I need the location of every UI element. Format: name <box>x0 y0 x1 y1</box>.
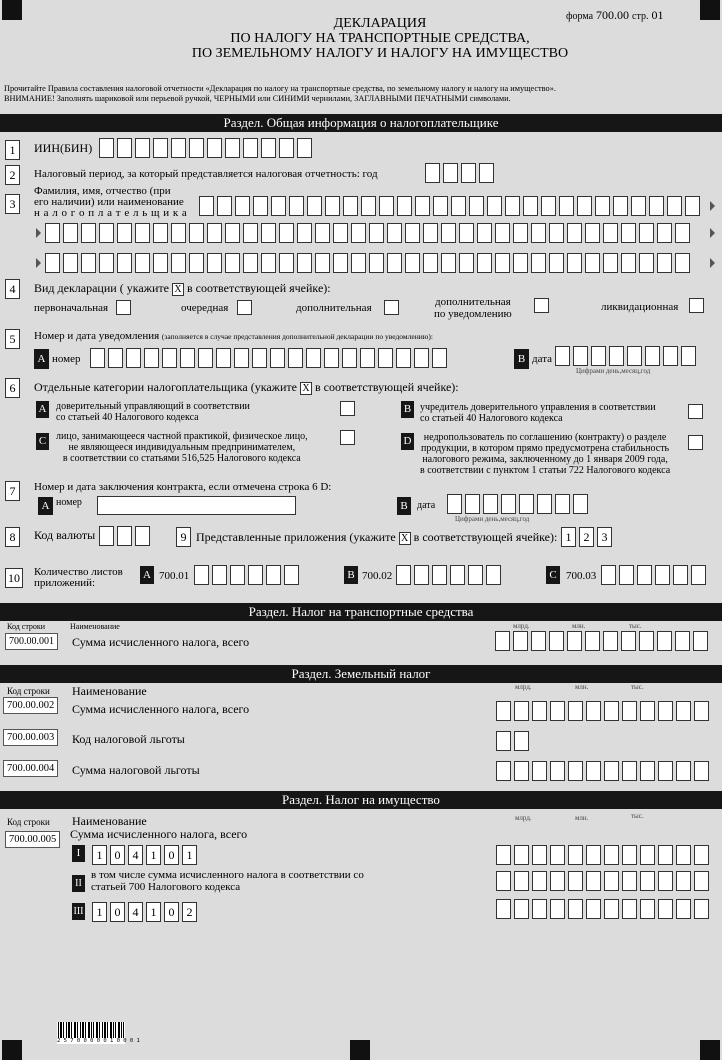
row-ii-amount-field[interactable] <box>496 871 712 891</box>
col-ths-header: тыс. <box>631 683 644 691</box>
sheets-b-field[interactable] <box>396 565 504 585</box>
category-b-marker: B <box>401 401 414 418</box>
decl-additional-notice-label: дополнительная по уведомлению <box>434 296 512 320</box>
col-bln-header: млрд. <box>515 683 532 691</box>
contract-a-marker: A <box>38 497 53 515</box>
decl-regular-checkbox[interactable] <box>237 300 252 315</box>
col-code-header: Код строки <box>7 622 46 631</box>
name-field-row-1[interactable] <box>199 196 703 216</box>
attachment-3-checkbox[interactable]: 3 <box>597 527 612 547</box>
contract-date-field[interactable] <box>447 494 591 514</box>
line-number: 10 <box>5 568 23 588</box>
category-a-checkbox[interactable] <box>340 401 355 416</box>
sheets-b-marker: B <box>344 566 358 584</box>
category-a-text: доверительный управляющий в соответствии со статьей 40 Налогового кодекса <box>56 401 250 423</box>
col-code-header: Код строки <box>7 686 50 696</box>
row-name: Сумма налоговой льготы <box>72 763 200 777</box>
contract-label: Номер и дата заключения контракта, если отмечена строка 6 D: <box>34 481 332 493</box>
contract-b-marker: B <box>397 497 411 515</box>
section-header-general: Раздел. Общая информация о налогоплательщике <box>0 114 722 132</box>
instructions: Прочитайте Правила составления налоговой отчетности «Декларация по налогу на транспортные средства, по земельному налогу и налогу на имущество». ВНИМАНИЕ! Заполнять шариковой или перьевой ручкой, ЧЕРНЫМИ или СИНИМИ чернилами, ЗАГЛАВНЫМИ ПЕЧАТНЫМИ символами. <box>4 84 556 103</box>
registration-mark <box>700 1040 720 1060</box>
attachments-field[interactable] <box>561 527 615 547</box>
sheets-c-code: 700.03 <box>566 570 597 582</box>
row-iii-marker: III <box>72 903 85 920</box>
category-a-marker: A <box>36 401 49 418</box>
row-code: 700.00.003 <box>3 729 58 746</box>
row-code: 700.00.004 <box>3 760 58 777</box>
category-b-checkbox[interactable] <box>688 404 703 419</box>
registration-mark <box>2 1040 22 1060</box>
page-title: ДЕКЛАРАЦИЯ ПО НАЛОГУ НА ТРАНСПОРТНЫЕ СРЕДСТВА, ПО ЗЕМЕЛЬНОМУ НАЛОГУ И НАЛОГУ НА ИМУЩЕСТВО <box>191 16 569 61</box>
notice-a-marker: A <box>34 349 49 369</box>
arrow-right-icon <box>710 258 715 268</box>
iin-field[interactable] <box>99 138 315 158</box>
sheets-a-field[interactable] <box>194 565 302 585</box>
row-i-marker: I <box>72 845 85 862</box>
notice-number-field[interactable] <box>90 348 450 368</box>
category-d-marker: D <box>401 433 414 450</box>
line-number: 1 <box>5 140 20 160</box>
period-year-field[interactable] <box>425 163 497 183</box>
col-name-header: Наименование <box>72 814 147 828</box>
contract-number-field[interactable] <box>97 496 296 515</box>
sheets-a-marker: A <box>140 566 154 584</box>
decl-additional-checkbox[interactable] <box>384 300 399 315</box>
arrow-right-icon <box>710 201 715 211</box>
col-ths-header: тыс. <box>629 622 642 630</box>
attachment-1-checkbox[interactable]: 1 <box>561 527 576 547</box>
row-iii-kbk: 1 0 4 1 0 2 <box>92 902 200 922</box>
contract-date-label: дата <box>417 500 436 511</box>
row-002-amount-field[interactable] <box>496 701 712 721</box>
line-number: 4 <box>5 279 20 299</box>
sheets-a-code: 700.01 <box>159 570 190 582</box>
decl-initial-checkbox[interactable] <box>116 300 131 315</box>
registration-mark <box>700 0 720 20</box>
row-003-code-field[interactable] <box>496 731 532 751</box>
currency-field[interactable] <box>99 526 153 546</box>
sheets-c-field[interactable] <box>601 565 709 585</box>
row-ii-marker: II <box>72 875 85 892</box>
category-b-text: учредитель доверительного управления в соответствии со статьей 40 Налогового кодекса <box>420 402 656 424</box>
col-code-header: Код строки <box>7 817 50 827</box>
section-header-transport: Раздел. Налог на транспортные средства <box>0 603 722 621</box>
col-bln-header: млрд. <box>515 814 532 822</box>
contract-date-hint: Цифрами день,месяц,год <box>455 515 530 523</box>
decl-liquidation-checkbox[interactable] <box>689 298 704 313</box>
row-code: 700.00.001 <box>5 633 58 650</box>
col-ths-header: тыс. <box>631 812 644 820</box>
sheets-c-marker: C <box>546 566 560 584</box>
row-code: 700.00.005 <box>5 831 60 848</box>
notice-label: Номер и дата уведомления (заполняется в случае представления дополнительной декларации по уведомлению): <box>34 330 433 342</box>
section-header-property: Раздел. Налог на имущество <box>0 791 722 809</box>
row-name: Сумма исчисленного налога, всего <box>72 702 250 716</box>
name-label: Фамилия, имя, отчество (при его наличии) или наименование н а л о г о п л а т е л ь щ и к а <box>34 185 188 219</box>
decl-initial-label: первоначальная <box>34 302 109 314</box>
line-number: 5 <box>5 329 20 349</box>
category-c-text: лицо, занимающееся частной практикой, физическое лицо, не являющееся индивидуальным предпринимателем, в соответствии со статьями 516,525 Налогового кодекса <box>56 431 308 464</box>
col-bln-header: млрд. <box>513 622 530 630</box>
attachment-2-checkbox[interactable]: 2 <box>579 527 594 547</box>
line-number: 3 <box>5 194 20 214</box>
section-header-land: Раздел. Земельный налог <box>0 665 722 683</box>
sheets-b-code: 700.02 <box>362 570 393 582</box>
row-iii-amount-field[interactable] <box>496 899 712 919</box>
row-001-amount-field[interactable] <box>495 631 711 651</box>
decl-type-label: Вид декларации ( укажите X в соответствующей ячейке): <box>34 281 331 295</box>
line-number: 6 <box>5 378 20 398</box>
categories-label: Отдельные категории налогоплательщика (укажите X в соответствующей ячейке): <box>34 380 459 394</box>
category-c-checkbox[interactable] <box>340 430 355 445</box>
row-name: Сумма исчисленного налога, всего <box>70 827 248 841</box>
col-mln-header: млн. <box>575 814 589 822</box>
sheets-label: Количество листов приложений: <box>34 566 123 589</box>
notice-date-field[interactable] <box>555 346 699 366</box>
arrow-right-icon <box>710 228 715 238</box>
row-i-kbk: 1 0 4 1 0 1 <box>92 845 200 865</box>
currency-label: Код валюты <box>34 528 96 542</box>
category-d-text: недропользователь по соглашению (контракту) о разделе продукции, в котором прямо предусмотрена стабильность налогового режима, заключенному до 1 января 2009 года, в соответствии с пунктом 1 статьи 722 Налогового кодекса <box>420 432 671 476</box>
notice-b-marker: B <box>514 349 529 369</box>
row-i-amount-field[interactable] <box>496 845 712 865</box>
col-name-header: Наименование <box>72 684 147 698</box>
category-d-checkbox[interactable] <box>688 435 703 450</box>
category-c-marker: C <box>36 433 49 450</box>
registration-mark <box>350 1040 370 1060</box>
decl-additional-notice-checkbox[interactable] <box>534 298 549 313</box>
line-number: 8 <box>5 527 20 547</box>
decl-regular-label: очередная <box>181 302 229 314</box>
decl-liquidation-label: ликвидационная <box>601 301 679 313</box>
col-mln-header: млн. <box>572 622 586 630</box>
attachments-label: Представленные приложения (укажите X в соответствующей ячейке): <box>196 530 558 544</box>
contract-number-label: номер <box>56 497 82 508</box>
decl-additional-label: дополнительная <box>296 302 372 314</box>
arrow-right-icon <box>36 228 41 238</box>
arrow-right-icon <box>36 258 41 268</box>
row-name: Сумма исчисленного налога, всего <box>72 635 250 649</box>
notice-date-hint: Цифрами день,месяц,год <box>576 367 651 375</box>
row-name: Код налоговой льготы <box>72 732 185 746</box>
col-mln-header: млн. <box>575 683 589 691</box>
name-field-row-2[interactable] <box>45 223 693 243</box>
iin-label: ИИН(БИН) <box>34 141 93 155</box>
row-ii-text: в том числе сумма исчисленного налога в соответствии со статьей 700 Налогового кодекса <box>91 869 364 893</box>
line-number: 7 <box>5 481 20 501</box>
form-code: форма 700.00 стр. 01 <box>566 8 664 22</box>
notice-date-label: дата <box>532 353 553 365</box>
registration-mark <box>2 0 22 20</box>
period-label: Налоговый период, за который представляется налоговая отчетность: год <box>34 168 378 180</box>
row-004-amount-field[interactable] <box>496 761 712 781</box>
barcode: 2 5 7 0 0 0 0 0 1 0 0 0 1 <box>57 1022 125 1046</box>
row-code: 700.00.002 <box>3 697 58 714</box>
col-name-header: Наименование <box>70 622 120 631</box>
line-number: 9 <box>176 527 191 547</box>
notice-number-label: номер <box>52 353 81 365</box>
name-field-row-3[interactable] <box>45 253 693 273</box>
line-number: 2 <box>5 165 20 185</box>
